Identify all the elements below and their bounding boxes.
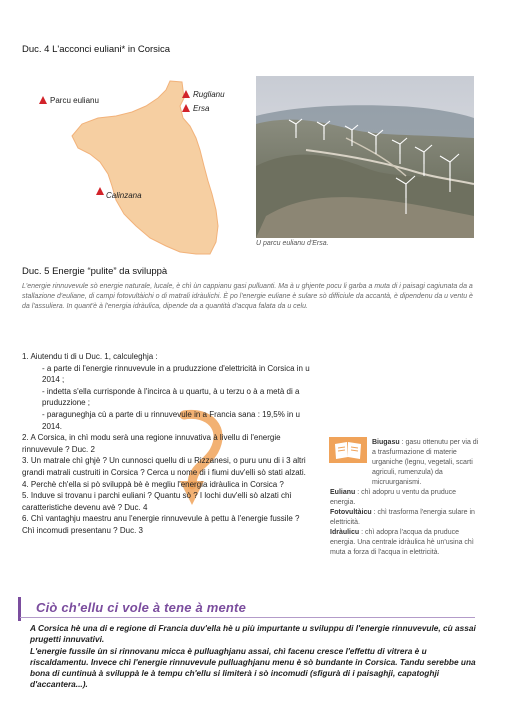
- glossary-term: Biugasu: [372, 439, 400, 446]
- glossary-sidebar: [330, 438, 480, 558]
- glossary-entry: [330, 528, 480, 558]
- question-2: 2. A Corsica, in chì modu serà una regione innuvativa à livellu di l'energie rinnuvevule ? Duc. 2: [22, 433, 281, 454]
- question-3: 3. Un matrale chì ghjè ? Un cunnosci quellu di u Rizzanesi, o puru unu di i 3 altri grandi matrali custruiti in Corsica ? Cerca u nome di i fiumi duv'elli sò stati alzati.: [22, 456, 306, 477]
- memo-paragraph-1: A Corsica hè una di e regione di Francia duv'ella hè u più impurtante u sviluppu di l'energie rinnuvevule, cù assai prugetti innuvativi.: [30, 623, 476, 645]
- glossary-definition: : chì trasforma l'energia sulare in elettricità.: [330, 509, 475, 526]
- question-1c: - paraguneghja cù a parte di u rinnuvevule in a Francia sana : 19,5% in u 2014.: [42, 409, 300, 431]
- ersa-marker-icon: [182, 104, 190, 112]
- memo-paragraph-2: L'energie fussile ùn si rinnovanu micca è pulluaghjanu assai, chì facenu cresce l'effettu di vitrera è u riscaldamentu. Invece chì l'energie rinnuvevule pulluaghjanu menu è sò bundante in Corsica. Tandu serebbe una bona di cuntinuà à sviluppà le à tempu ch'ellu si limiterà i sò incomudi (sfigurà di i paisaghji, capatoghji d'accantera...).: [30, 645, 476, 690]
- memo-heading: Ciò ch'ellu ci vole à tene à mente: [36, 600, 247, 615]
- glossary-entry: [330, 508, 480, 528]
- glossary-entry: [330, 488, 480, 508]
- question-1a: - a parte di l'energie rinnuvevule in a pruduzzione d'elettricità in Corsica in u 2014 ;: [42, 363, 310, 385]
- memo-divider: [20, 617, 475, 618]
- wind-farm-photo-illustration: [256, 76, 474, 238]
- glossary-term: Fotovultàicu: [330, 509, 372, 516]
- map-label-calinzana: Calinzana: [106, 191, 142, 200]
- map-label-ersa: Ersa: [193, 104, 210, 113]
- map-label-parcu: Parcu eulianu: [50, 96, 99, 105]
- doc5-title: Duc. 5 Energie “pulite” da sviluppà: [22, 266, 168, 277]
- glossary-definition: : gasu ottenutu per via di a trasfurmazione di materie urganiche (legnu, vegetali, scarti agriculi, rumenzula) da micruurganismi.: [372, 439, 479, 486]
- glossary-entry: [330, 438, 480, 488]
- doc5-body: L'energie rinnuvevule sò energie naturale, lucale, è chì ùn cappianu gasi pulluanti. Ma à u ghjente pocu li garba a muta di i paisagi cagiunata da a stallazione d'euliane, di campi fotovultàichi o di matrali idràulichi. È po l'energie euliane è sulare sò difficiule da accantà, è dipendenu da u ventu è da l'assuliera. In quant'è à l'energia idràulica, dipende da a quantità d'acqua falata da u celu.: [22, 283, 473, 311]
- glossary-definition: : chì adopru u ventu da pruduce energia.: [330, 489, 457, 506]
- doc4-title: Duc. 4 L'acconci euliani* in Corsica: [22, 44, 171, 55]
- question-4: 4. Perchè ch'ella si pò sviluppà bè è megliu l'energia idràulica in Corsica ?: [22, 479, 284, 489]
- question-6: 6. Chì vantaghju maestru anu l'energie rinnuvevule à pettu à l'energie fussile ? Chì incomudi presentanu ? Duc. 3: [22, 514, 300, 535]
- glossary-term: Eulianu: [330, 489, 356, 496]
- glossary-term: Idràulicu: [330, 529, 360, 536]
- question-5: 5. Induve si trovanu i parchi euliani ? Quantu sò ? I lochi duv'elli sò alzati chì caratteristiche devenu avè ? Duc. 4: [22, 491, 292, 512]
- calinzana-marker-icon: [96, 187, 104, 195]
- parcu-marker-icon: [39, 96, 47, 104]
- map-label-ruglianu: Ruglianu: [193, 90, 225, 99]
- question-1-intro: 1. Aiutendu ti di u Duc. 1, calculeghja :: [22, 352, 158, 361]
- question-1b: - indetta s'ella currisponde à l'incirca à u quartu, à u terzu o à a metà di a pruduzzione ;: [42, 386, 300, 408]
- memo-body: [30, 623, 476, 691]
- photo-caption: U parcu eulianu d'Ersa.: [256, 240, 329, 247]
- questions-block: [22, 351, 310, 537]
- glossary-definition: : chì adopra l'acqua da pruduce energia. Una centrale idràulica hè un'usina chì muta a forza di l'acqua in elettricità.: [330, 529, 474, 556]
- wind-farm-photo: [256, 76, 474, 238]
